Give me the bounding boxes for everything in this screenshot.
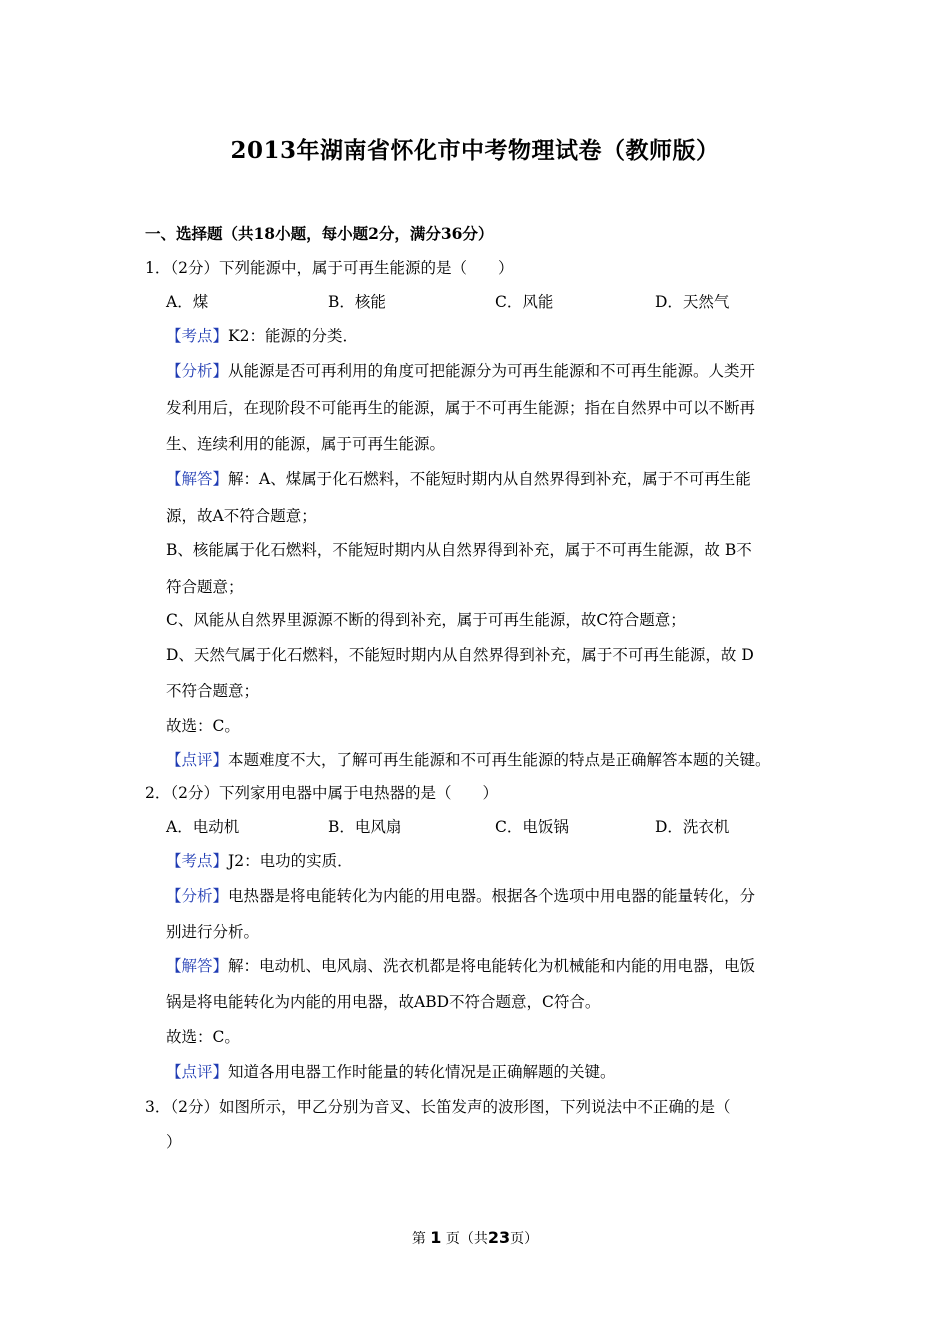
q1-option-a: A．煤	[166, 293, 209, 311]
q2-option-b: B．电风扇	[328, 818, 402, 836]
q1-jieda-line-1: 【解答】解：A、煤属于化石燃料，不能短时期内从自然界得到补充，属于不可再生能	[166, 470, 751, 488]
q1-fenxi-line-1: 【分析】从能源是否可再利用的角度可把能源分为可再生能源和不可再生能源。人类开	[166, 362, 756, 380]
jieda-tag: 【解答】	[166, 957, 229, 975]
jieda-tag: 【解答】	[166, 470, 229, 488]
fenxi-tag: 【分析】	[166, 887, 229, 905]
q1-fenxi-line-2: 发利用后，在现阶段不可能再生的能源，属于不可再生能源；指在自然界中可以不断再	[166, 399, 756, 417]
question-2-stem: 2．（2分）下列家用电器中属于电热器的是（ ）	[145, 784, 498, 802]
current-page-number: 1	[430, 1228, 442, 1247]
dianping-tag: 【点评】	[166, 1063, 229, 1081]
question-1-stem: 1．（2分）下列能源中，属于可再生能源的是（ ）	[145, 259, 514, 277]
question-3-stem-line-2: ）	[166, 1133, 182, 1151]
q1-jieda-line-5: C、风能从自然界里源源不断的得到补充，属于可再生能源，故C符合题意；	[166, 611, 686, 629]
page-title: 2013年湖南省怀化市中考物理试卷（教师版）	[230, 137, 720, 164]
q1-jieda-line-4: 符合题意；	[166, 578, 244, 596]
q1-option-b: B．核能	[328, 293, 386, 311]
q2-fenxi-line-2: 别进行分析。	[166, 923, 260, 941]
q1-jieda-line-2: 源，故A不符合题意；	[166, 507, 317, 525]
q1-dianping: 【点评】本题难度不大，了解可再生能源和不可再生能源的特点是正确解答本题的关键。	[166, 751, 771, 769]
q2-fenxi-line-1: 【分析】电热器是将电能转化为内能的用电器。根据各个选项中用电器的能量转化，分	[166, 887, 756, 905]
total-page-count: 23	[487, 1228, 511, 1247]
q1-answer: 故选：C。	[166, 717, 240, 735]
kaodian-tag: 【考点】	[166, 327, 229, 345]
q2-option-d: D．洗衣机	[655, 818, 730, 836]
q1-jieda-line-3: B、核能属于化石燃料，不能短时期内从自然界得到补充，属于不可再生能源，故 B不	[166, 541, 752, 559]
kaodian-tag: 【考点】	[166, 852, 229, 870]
q1-option-d: D．天然气	[655, 293, 730, 311]
page-footer: 第 1 页（共23页）	[411, 1228, 539, 1247]
q1-jieda-line-7: 不符合题意；	[166, 682, 260, 700]
q1-kaodian: 【考点】K2：能源的分类．	[166, 327, 358, 345]
q2-jieda-line-1: 【解答】解：电动机、电风扇、洗衣机都是将电能转化为机械能和内能的用电器，电饭	[166, 957, 756, 975]
dianping-tag: 【点评】	[166, 751, 229, 769]
q2-jieda-line-2: 锅是将电能转化为内能的用电器，故ABD不符合题意，C符合。	[166, 993, 601, 1011]
fenxi-tag: 【分析】	[166, 362, 229, 380]
section-heading: 一、选择题（共18小题，每小题2分，满分36分）	[145, 224, 494, 243]
q1-option-c: C．风能	[495, 293, 554, 311]
q2-kaodian: 【考点】J2：电功的实质．	[166, 852, 353, 870]
q2-option-c: C．电饭锅	[495, 818, 569, 836]
q2-answer: 故选：C。	[166, 1028, 240, 1046]
question-3-stem-line-1: 3．（2分）如图所示，甲乙分别为音叉、长笛发声的波形图，下列说法中不正确的是（	[145, 1098, 731, 1116]
q2-option-a: A．电动机	[166, 818, 240, 836]
q1-fenxi-line-3: 生、连续利用的能源，属于可再生能源。	[166, 435, 446, 453]
q1-jieda-line-6: D、天然气属于化石燃料，不能短时期内从自然界得到补充，属于不可再生能源，故 D	[166, 646, 754, 664]
q2-dianping: 【点评】知道各用电器工作时能量的转化情况是正确解题的关键。	[166, 1063, 616, 1081]
